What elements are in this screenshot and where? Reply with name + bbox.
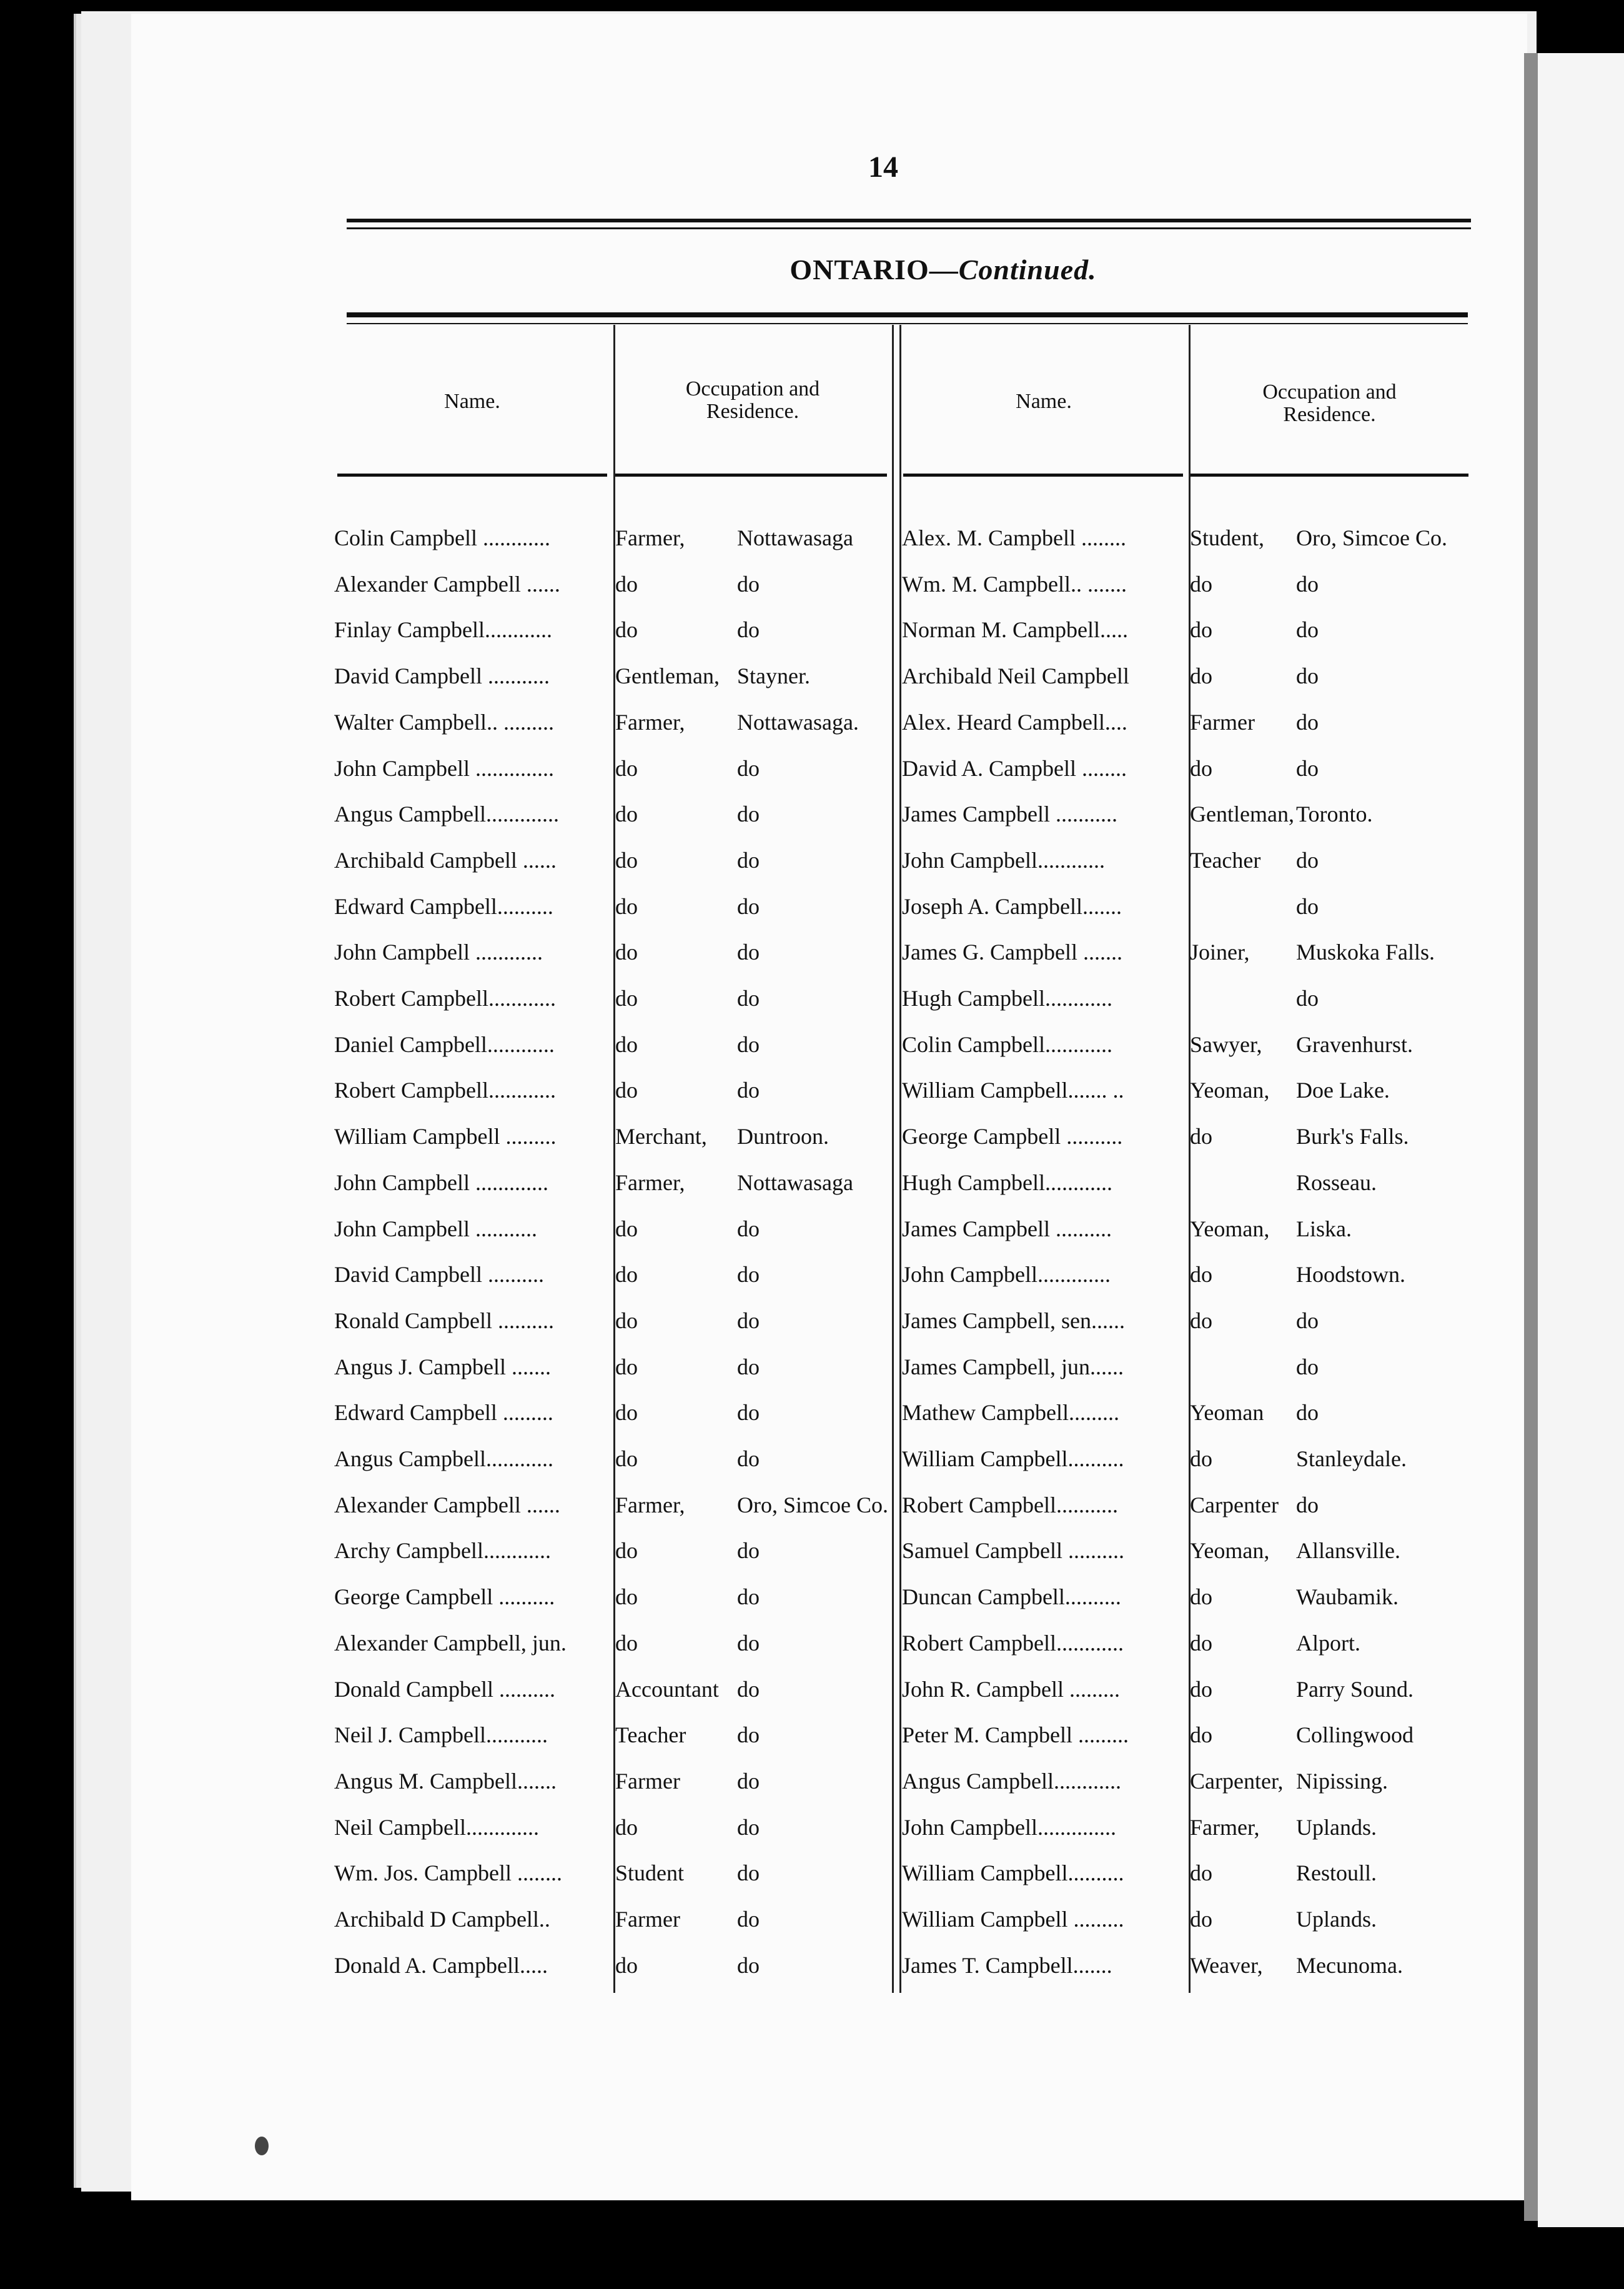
entry-name: David Campbell ..........	[334, 1262, 544, 1288]
entry-name: John Campbell ............	[334, 940, 543, 965]
entry-occupation: Student,	[1190, 525, 1265, 550]
entry-residence: Parry Sound.	[1296, 1676, 1414, 1702]
table-row	[0, 1768, 1624, 1812]
entry-residence: do	[737, 755, 760, 781]
entry-residence: do	[737, 1860, 760, 1886]
entry-name: Neil Campbell.............	[334, 1814, 539, 1840]
entry-occupation: Farmer,	[615, 525, 685, 550]
header-rule	[1191, 474, 1468, 477]
entry-name: Duncan Campbell..........	[902, 1584, 1121, 1610]
column-header-line: Residence.	[1283, 403, 1376, 426]
entry-name: George Campbell ..........	[334, 1584, 555, 1610]
entry-name: William Campbell..........	[902, 1446, 1124, 1471]
entry-residence: do	[737, 1952, 760, 1978]
heading-main: ONTARIO—	[790, 254, 959, 286]
entry-residence: do	[737, 1676, 760, 1702]
entry-name: Donald Campbell ..........	[334, 1676, 555, 1702]
ink-spot	[255, 2137, 269, 2155]
entry-residence: do	[1296, 1354, 1319, 1379]
entry-residence: Uplands.	[1296, 1907, 1377, 1932]
column-header-line: Residence.	[706, 400, 800, 423]
entry-occupation: Teacher	[1190, 847, 1261, 873]
table-row	[0, 1537, 1624, 1581]
entry-occupation: do	[615, 847, 638, 873]
entry-occupation: Yeoman,	[1190, 1078, 1270, 1103]
entry-residence: do	[737, 1584, 760, 1610]
entry-occupation: do	[615, 1216, 638, 1241]
table-row	[0, 1354, 1624, 1398]
heading-italic: Continued.	[958, 254, 1097, 286]
entry-occupation: do	[1190, 1722, 1212, 1748]
entry-name: Robert Campbell............	[902, 1630, 1124, 1656]
entry-name: Peter M. Campbell .........	[902, 1722, 1129, 1748]
entry-residence: do	[737, 1031, 760, 1057]
entry-name: Mathew Campbell.........	[902, 1400, 1119, 1426]
entry-name: Colin Campbell ............	[334, 525, 550, 550]
entry-residence: do	[737, 1216, 760, 1241]
entry-occupation: do	[615, 1262, 638, 1288]
entry-occupation: Gentleman,	[1190, 802, 1294, 827]
entry-residence: do	[737, 617, 760, 643]
column-header-line: Occupation and	[1262, 380, 1397, 404]
entry-name: Archibald D Campbell..	[334, 1907, 550, 1932]
entry-name: John R. Campbell .........	[902, 1676, 1120, 1702]
entry-residence: Alport.	[1296, 1630, 1360, 1656]
entry-occupation: Gentleman,	[615, 663, 720, 689]
table-row	[0, 893, 1624, 937]
table-row	[0, 1123, 1624, 1167]
table-row	[0, 1584, 1624, 1627]
entry-name: Edward Campbell .........	[334, 1400, 553, 1426]
entry-name: Neil J. Campbell...........	[334, 1722, 548, 1748]
entry-name: Finlay Campbell............	[334, 617, 552, 643]
heading-rule-thin	[347, 323, 1468, 324]
heading-rule	[347, 312, 1468, 317]
table-row	[0, 801, 1624, 845]
entry-residence: Stayner.	[737, 663, 810, 689]
entry-name: James Campbell ...........	[902, 802, 1117, 827]
entry-residence: Nottawasaga	[737, 525, 853, 550]
entry-name: Wm. M. Campbell.. .......	[902, 571, 1127, 597]
entry-residence: do	[737, 1907, 760, 1932]
entry-residence: do	[1296, 571, 1319, 597]
page-number: 14	[868, 151, 898, 184]
entry-occupation: Farmer,	[615, 709, 685, 735]
entry-occupation: do	[1190, 1584, 1212, 1610]
entry-name: William Campbell..........	[902, 1860, 1124, 1886]
entry-occupation: Yeoman	[1190, 1400, 1264, 1426]
column-header-name-left: Name.	[444, 390, 500, 413]
entry-occupation: do	[1190, 1907, 1212, 1932]
column-header-line: Occupation and	[685, 377, 820, 400]
entry-name: Archibald Neil Campbell	[902, 663, 1129, 689]
entry-occupation: Merchant,	[615, 1124, 707, 1149]
table-row	[0, 1077, 1624, 1121]
section-heading	[0, 253, 1624, 286]
entry-name: Angus Campbell.............	[334, 802, 559, 827]
entry-occupation: do	[615, 755, 638, 781]
entry-residence: Restoull.	[1296, 1860, 1377, 1886]
entry-residence: do	[1296, 1400, 1319, 1426]
table-row	[0, 1630, 1624, 1674]
entry-occupation: do	[615, 1354, 638, 1379]
entry-name: John Campbell..............	[902, 1814, 1116, 1840]
entry-occupation: do	[1190, 1630, 1212, 1656]
header-rule	[615, 474, 887, 477]
table-row	[0, 1906, 1624, 1950]
entry-name: William Campbell .........	[334, 1124, 557, 1149]
entry-name: Angus Campbell............	[334, 1446, 553, 1471]
entry-occupation: Yeoman,	[1190, 1538, 1270, 1564]
table-row	[0, 525, 1624, 569]
entry-name: George Campbell ..........	[902, 1124, 1123, 1149]
entry-name: James T. Campbell.......	[902, 1952, 1112, 1978]
entry-residence: do	[1296, 709, 1319, 735]
entry-name: Angus M. Campbell.......	[334, 1768, 557, 1794]
entry-residence: do	[737, 1538, 760, 1564]
entry-occupation: do	[615, 986, 638, 1011]
entry-residence: Nottawasaga.	[737, 709, 859, 735]
entry-residence: Oro, Simcoe Co.	[737, 1492, 888, 1517]
entry-name: William Campbell .........	[902, 1907, 1124, 1932]
entry-residence: do	[737, 1354, 760, 1379]
entry-occupation: Farmer,	[1190, 1814, 1260, 1840]
entry-residence: Liska.	[1296, 1216, 1352, 1241]
entry-occupation: do	[615, 1308, 638, 1333]
table-row	[0, 1216, 1624, 1259]
table-row	[0, 1399, 1624, 1443]
entry-residence: do	[737, 1308, 760, 1333]
table-row	[0, 847, 1624, 891]
table-row	[0, 709, 1624, 753]
entry-name: John Campbell .............	[334, 1169, 548, 1195]
entry-residence: do	[737, 847, 760, 873]
entry-occupation: Farmer	[615, 1768, 680, 1794]
table-row	[0, 663, 1624, 707]
entry-name: Robert Campbell............	[334, 1078, 556, 1103]
entry-residence: do	[1296, 617, 1319, 643]
entry-name: David A. Campbell ........	[902, 755, 1127, 781]
entry-residence: do	[1296, 893, 1319, 919]
entry-name: Daniel Campbell............	[334, 1031, 555, 1057]
table-row	[0, 617, 1624, 660]
entry-name: Samuel Campbell ..........	[902, 1538, 1124, 1564]
entry-occupation: do	[1190, 571, 1212, 597]
entry-residence: Hoodstown.	[1296, 1262, 1406, 1288]
entry-name: John Campbell ..............	[334, 755, 554, 781]
column-header-occupation-right	[1191, 381, 1468, 426]
entry-occupation: do	[615, 1584, 638, 1610]
table-row	[0, 1492, 1624, 1536]
entry-occupation: do	[615, 1078, 638, 1103]
table-row	[0, 1169, 1624, 1213]
table-row	[0, 571, 1624, 615]
entry-name: Angus J. Campbell .......	[334, 1354, 551, 1379]
entry-name: Angus Campbell............	[902, 1768, 1121, 1794]
entry-residence: Burk's Falls.	[1296, 1124, 1409, 1149]
entry-residence: do	[1296, 663, 1319, 689]
entry-residence: do	[737, 1262, 760, 1288]
entry-occupation: do	[1190, 1308, 1212, 1333]
entry-occupation: do	[1190, 1446, 1212, 1471]
entry-residence: Mecunoma.	[1296, 1952, 1403, 1978]
entry-occupation: do	[615, 1400, 638, 1426]
entry-residence: Nottawasaga	[737, 1169, 853, 1195]
table-row	[0, 985, 1624, 1029]
entry-residence: do	[737, 940, 760, 965]
entry-name: Hugh Campbell............	[902, 986, 1112, 1011]
table-row	[0, 1722, 1624, 1765]
table-row	[0, 1261, 1624, 1305]
entry-name: Walter Campbell.. .........	[334, 709, 555, 735]
entry-occupation: Farmer	[1190, 709, 1255, 735]
entry-residence: do	[737, 1722, 760, 1748]
column-header-name-right: Name.	[1016, 390, 1072, 413]
entry-residence: do	[737, 1768, 760, 1794]
entry-name: Ronald Campbell ..........	[334, 1308, 554, 1333]
entry-name: Alex. M. Campbell ........	[902, 525, 1126, 550]
entry-occupation: Teacher	[615, 1722, 686, 1748]
entry-residence: do	[1296, 1308, 1319, 1333]
entry-occupation: do	[1190, 1860, 1212, 1886]
table-row	[0, 1308, 1624, 1351]
entry-residence: Uplands.	[1296, 1814, 1377, 1840]
column-header-occupation-left	[615, 378, 890, 423]
table-row	[0, 1446, 1624, 1489]
entry-occupation: Sawyer,	[1190, 1031, 1262, 1057]
header-rule	[903, 474, 1183, 477]
entry-name: Robert Campbell...........	[902, 1492, 1118, 1517]
entry-name: Joseph A. Campbell.......	[902, 893, 1122, 919]
entry-name: Archibald Campbell ......	[334, 847, 557, 873]
entry-residence: do	[737, 1630, 760, 1656]
entry-occupation: Weaver,	[1190, 1952, 1263, 1978]
entry-residence: Collingwood	[1296, 1722, 1414, 1748]
entry-residence: do	[737, 1814, 760, 1840]
entry-occupation: Accountant	[615, 1676, 719, 1702]
entry-occupation: do	[615, 940, 638, 965]
table-row	[0, 1814, 1624, 1858]
entry-name: James Campbell, sen......	[902, 1308, 1125, 1333]
header-rule	[337, 474, 607, 477]
entry-residence: Allansville.	[1296, 1538, 1400, 1564]
entry-occupation: Farmer	[615, 1907, 680, 1932]
entry-name: Alexander Campbell, jun.	[334, 1630, 567, 1656]
entry-residence: do	[737, 986, 760, 1011]
entry-name: Robert Campbell............	[334, 986, 556, 1011]
entry-residence: Muskoka Falls.	[1296, 940, 1435, 965]
entry-occupation: Farmer,	[615, 1492, 685, 1517]
entry-occupation: do	[615, 1952, 638, 1978]
entry-occupation: do	[1190, 755, 1212, 781]
entry-occupation: do	[615, 893, 638, 919]
entry-occupation: do	[615, 802, 638, 827]
entry-name: John Campbell.............	[902, 1262, 1111, 1288]
table-row	[0, 1952, 1624, 1996]
entry-name: Hugh Campbell............	[902, 1169, 1112, 1195]
entry-name: John Campbell............	[902, 847, 1105, 873]
entry-residence: Stanleydale.	[1296, 1446, 1407, 1471]
entry-residence: Duntroon.	[737, 1124, 829, 1149]
entry-name: David Campbell ...........	[334, 663, 550, 689]
entry-residence: do	[737, 571, 760, 597]
entry-residence: do	[737, 1078, 760, 1103]
entry-name: Alexander Campbell ......	[334, 1492, 560, 1517]
entry-occupation: do	[615, 1538, 638, 1564]
entry-name: Donald A. Campbell.....	[334, 1952, 548, 1978]
entry-residence: do	[737, 893, 760, 919]
entry-occupation: do	[615, 1031, 638, 1057]
table-row	[0, 1860, 1624, 1904]
entry-occupation: Student	[615, 1860, 685, 1886]
entry-occupation: do	[1190, 617, 1212, 643]
entry-occupation: do	[1190, 663, 1212, 689]
entry-residence: Oro, Simcoe Co.	[1296, 525, 1447, 550]
table-row	[0, 939, 1624, 983]
entry-name: Norman M. Campbell.....	[902, 617, 1128, 643]
top-rule-thin	[347, 227, 1471, 229]
entry-residence: do	[1296, 986, 1319, 1011]
entry-occupation: do	[615, 617, 638, 643]
entry-residence: do	[737, 1400, 760, 1426]
entry-occupation: Yeoman,	[1190, 1216, 1270, 1241]
entry-residence: do	[737, 802, 760, 827]
entry-name: Edward Campbell..........	[334, 893, 553, 919]
entry-occupation: do	[1190, 1676, 1212, 1702]
table-row	[0, 1031, 1624, 1075]
entry-occupation: do	[615, 571, 638, 597]
entry-residence: Rosseau.	[1296, 1169, 1377, 1195]
entry-residence: do	[1296, 847, 1319, 873]
entry-occupation: do	[615, 1814, 638, 1840]
entry-name: William Campbell....... ..	[902, 1078, 1124, 1103]
entry-occupation: Farmer,	[615, 1169, 685, 1195]
entry-residence: Toronto.	[1296, 802, 1373, 827]
entry-name: James Campbell ..........	[902, 1216, 1112, 1241]
entry-residence: Doe Lake.	[1296, 1078, 1390, 1103]
entry-name: James G. Campbell .......	[902, 940, 1122, 965]
entry-occupation: do	[1190, 1262, 1212, 1288]
entry-occupation: do	[615, 1446, 638, 1471]
entry-residence: Nipissing.	[1296, 1768, 1389, 1794]
entry-residence: Waubamik.	[1296, 1584, 1399, 1610]
entry-residence: do	[737, 1446, 760, 1471]
entry-name: James Campbell, jun......	[902, 1354, 1124, 1379]
table-row	[0, 755, 1624, 799]
entry-name: Colin Campbell............	[902, 1031, 1112, 1057]
top-rule	[347, 219, 1471, 222]
entry-residence: Gravenhurst.	[1296, 1031, 1413, 1057]
entry-occupation: Joiner,	[1190, 940, 1250, 965]
entry-occupation: do	[1190, 1124, 1212, 1149]
entry-name: Alexander Campbell ......	[334, 571, 560, 597]
entry-name: Alex. Heard Campbell....	[902, 709, 1127, 735]
entry-occupation: Carpenter	[1190, 1492, 1279, 1517]
table-row	[0, 1676, 1624, 1720]
entry-occupation: do	[615, 1630, 638, 1656]
entry-name: John Campbell ...........	[334, 1216, 537, 1241]
entry-residence: do	[1296, 1492, 1319, 1517]
entry-name: Wm. Jos. Campbell ........	[334, 1860, 562, 1886]
entry-name: Archy Campbell............	[334, 1538, 551, 1564]
entry-residence: do	[1296, 755, 1319, 781]
entry-occupation: Carpenter,	[1190, 1768, 1284, 1794]
